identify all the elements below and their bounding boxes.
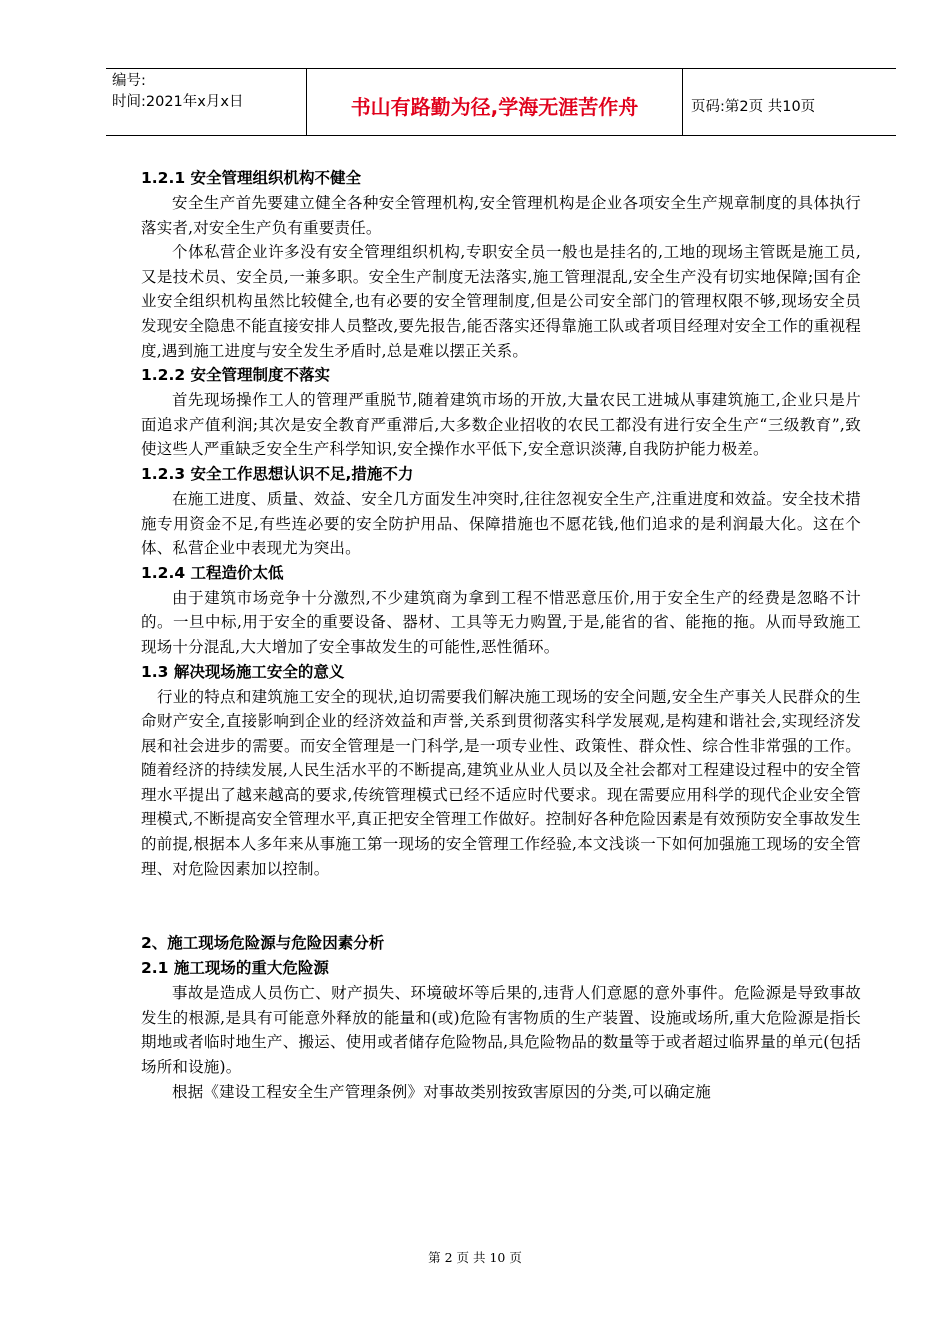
page-footer: 第 2 页 共 10 页 [428, 1250, 522, 1265]
paragraph: 首先现场操作工人的管理严重脱节,随着建筑市场的开放,大量农民工进城从事建筑施工,企业只是片面追求产值利润;其次是安全教育严重滞后,大多数企业招收的农民工都没有进行安全生产“三级教育”,致使这些人严重缺乏安全生产科学知识,安全操作水平低下,安全意识淡薄,自我防护能力极差。 [141, 391, 861, 459]
paragraph: 由于建筑市场竞争十分激烈,不少建筑商为拿到工程不惜恶意压价,用于安全生产的经费是忽略不计的。一旦中标,用于安全的重要设备、器材、工具等无力购置,于是,能省的省、能拖的拖。从而导致施工现场十分混乱,大大增加了安全事故发生的可能性,恶性循环。 [141, 588, 861, 656]
header-table [106, 68, 896, 136]
heading-1-2-2: 1.2.2 安全管理制度不落实 [141, 366, 331, 385]
paragraph: 安全生产首先要建立健全各种安全管理机构,安全管理机构是企业各项安全生产规章制度的具体执行落实者,对安全生产负有重要责任。 [141, 194, 861, 237]
paragraph: 事故是造成人员伤亡、财产损失、环境破坏等后果的,违背人们意愿的意外事件。危险源是导致事故发生的根源,是具有可能意外释放的能量和(或)危险有害物质的生产装置、设施或场所,重大危险源是指长期地或者临时地生产、搬运、使用或者储存危险物品,具危险物品的数量等于或者超过临界量的单元(包括场所和设施)。 [141, 984, 861, 1077]
motto: 书山有路勤为径,学海无涯苦作舟 [307, 69, 683, 135]
time-label: 时间:2021年x月x日 [112, 94, 244, 110]
number-label: 编号: [112, 73, 146, 89]
paragraph: 根据《建设工程安全生产管理条例》对事故类别按致害原因的分类,可以确定施 [172, 1082, 711, 1101]
heading-1-2-3: 1.2.3 安全工作思想认识不足,措施不力 [141, 464, 414, 483]
paragraph: 行业的特点和建筑施工安全的现状,迫切需要我们解决施工现场的安全问题,安全生产事关人民群众的生命财产安全,直接影响到企业的经济效益和声誉,关系到贯彻落实科学发展观,是构建和谐社会,实现经济发展和社会进步的需要。而安全管理是一门科学,是一项专业性、政策性、群众性、综合性非常强的工作。随着经济的持续发展,人民生活水平的不断提高,建筑业从业人员以及全社会都对工程建设过程中的安全管理水平提出了越来越高的要求,传统管理模式已经不适应时代要求。现在需要应用科学的现代企业安全管理模式,不断提高安全管理水平,真正把安全管理工作做好。控制好各种危险因素是有效预防安全事故发生的前提,根据本人多年来从事施工第一现场的安全管理工作经验,本文浅谈一下如何加强施工现场的安全管理、对危险因素加以控制。 [141, 687, 861, 878]
heading-1-2-4: 1.2.4 工程造价太低 [141, 563, 284, 582]
heading-2: 2、施工现场危险源与危险因素分析 [141, 934, 385, 953]
paragraph: 个体私营企业许多没有安全管理组织机构,专职安全员一般也是挂名的,工地的现场主管既是施工员,又是技术员、安全员,一兼多职。安全生产制度无法落实,施工管理混乱,安全生产没有切实地保障;国有企业安全组织机构虽然比较健全,也有必要的安全管理制度,但是公司安全部门的管理权限不够,现场安全员发现安全隐患不能直接安排人员整改,要先报告,能否落实还得靠施工队或者项目经理对安全工作的重视程度,遇到施工进度与安全发生矛盾时,总是难以摆正关系。 [141, 243, 861, 360]
paragraph: 在施工进度、质量、效益、安全几方面发生冲突时,往往忽视安全生产,注重进度和效益。安全技术措施专用资金不足,有些连必要的安全防护用品、保障措施也不愿花钱,他们追求的是利润最大化。这在个体、私营企业中表现尤为突出。 [141, 489, 861, 558]
heading-1-2-1: 1.2.1 安全管理组织机构不健全 [141, 169, 362, 187]
heading-1-3: 1.3 解决现场施工安全的意义 [141, 662, 345, 681]
document-body [141, 166, 861, 1104]
header-meta [106, 69, 307, 135]
section-gap [141, 881, 861, 931]
heading-2-1: 2.1 施工现场的重大危险源 [141, 959, 329, 978]
page-info: 页码:第2页 共10页 [691, 98, 816, 115]
